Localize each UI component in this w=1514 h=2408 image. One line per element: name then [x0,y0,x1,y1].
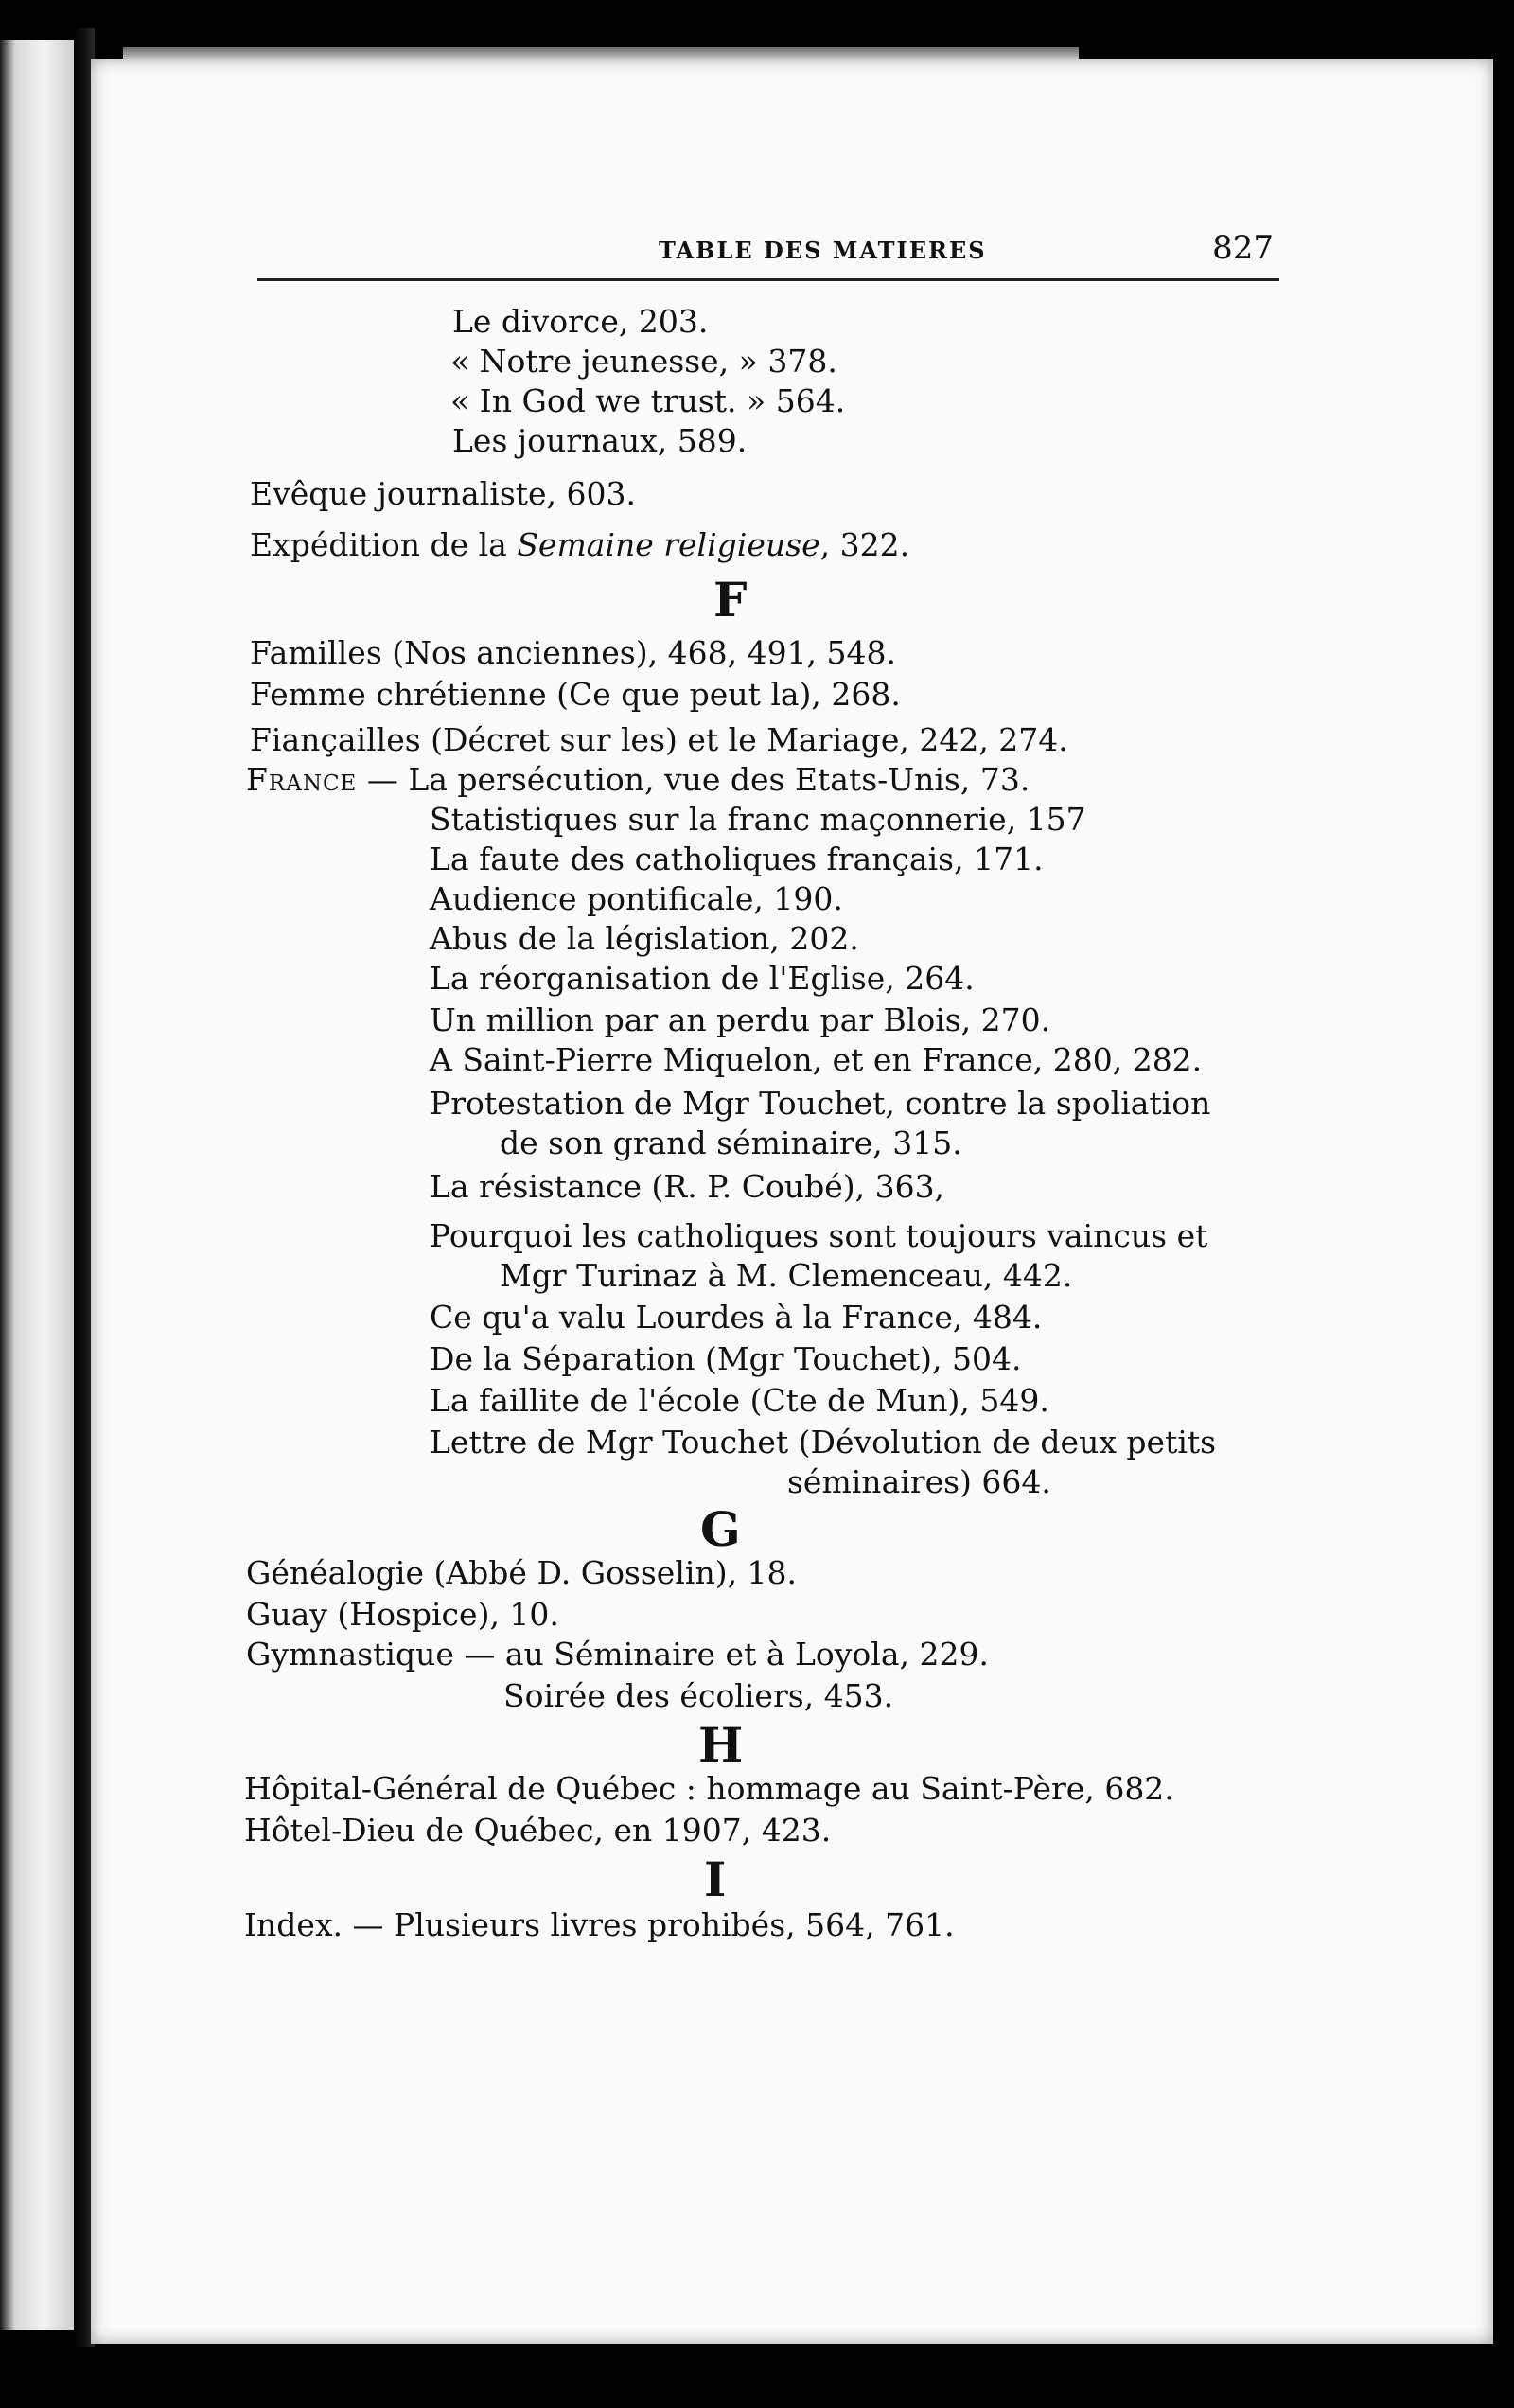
entry-pages: , 322. [819,526,910,563]
index-entry: La faillite de l'école (Cte de Mun), 549. [430,1382,1049,1419]
index-entry: Les journaux, 589. [452,422,748,459]
index-entry: A Saint-Pierre Miquelon, et en France, 280, 282. [430,1041,1203,1078]
index-entry: Index. — Plusieurs livres prohibés, 564, 761. [244,1906,955,1943]
index-entry: Gymnastique — au Séminaire et à Loyola, 229. [246,1636,989,1673]
section-letter: G [700,1501,741,1557]
running-header [257,227,1279,281]
page-number: 827 [1212,229,1274,267]
index-entry: Statistiques sur la franc maçonnerie, 157 [430,801,1086,838]
index-entry: La résistance (R. P. Coubé), 363, [430,1168,945,1205]
index-entry [250,526,909,564]
index-entry: Audience pontificale, 190. [430,880,843,917]
index-entry: « Notre jeunesse, » 378. [450,343,837,380]
index-entry: Généalogie (Abbé D. Gosselin), 18. [246,1554,798,1591]
index-entry: La faute des catholiques français, 171. [430,841,1044,877]
entry-text: Expédition de la [250,526,518,563]
section-letter: F [713,572,748,628]
index-entry: de son grand séminaire, 315. [500,1124,962,1161]
index-entry: Familles (Nos anciennes), 468, 491, 548. [250,634,897,671]
index-entry: Hôpital-Général de Québec : hommage au Saint-Père, 682. [244,1770,1174,1807]
index-entry: De la Séparation (Mgr Touchet), 504. [430,1340,1022,1377]
index-entry: Soirée des écoliers, 453. [503,1677,894,1714]
index-entry: Hôtel-Dieu de Québec, en 1907, 423. [244,1812,832,1849]
index-entry: Protestation de Mgr Touchet, contre la spoliation [430,1085,1211,1122]
page-content [91,59,1493,2344]
index-entry [246,761,1030,799]
index-entry: La réorganisation de l'Eglise, 264. [430,960,975,997]
index-entry: Le divorce, 203. [452,303,709,340]
index-entry: Fiançailles (Décret sur les) et le Mariage, 242, 274. [250,721,1068,758]
index-entry: Femme chrétienne (Ce que peut la), 268. [250,676,901,713]
index-entry: Pourquoi les catholiques sont toujours vaincus et [430,1217,1208,1254]
index-entry: séminaires) 664. [787,1463,1051,1500]
section-letter: I [704,1851,727,1907]
entry-heading: France [246,761,358,798]
index-entry: Un million par an perdu par Blois, 270. [430,1001,1051,1038]
book-page [91,59,1493,2344]
index-entry: Ce qu'a valu Lourdes à la France, 484. [430,1299,1043,1336]
previous-page-edge [0,40,74,2330]
index-entry: Evêque journaliste, 603. [250,475,637,512]
index-entry: « In God we trust. » 564. [450,382,846,419]
section-letter: H [698,1717,744,1773]
header-title: TABLE DES MATIERES [659,237,987,264]
index-entry: Abus de la législation, 202. [430,920,859,957]
entry-text: — La persécution, vue des Etats-Unis, 73. [357,761,1030,798]
entry-italic-title: Semaine religieuse [517,526,820,563]
index-entry: Mgr Turinaz à M. Clemenceau, 442. [500,1257,1073,1294]
index-entry: Lettre de Mgr Touchet (Dévolution de deux petits [430,1424,1217,1461]
index-entry: Guay (Hospice), 10. [246,1596,559,1633]
